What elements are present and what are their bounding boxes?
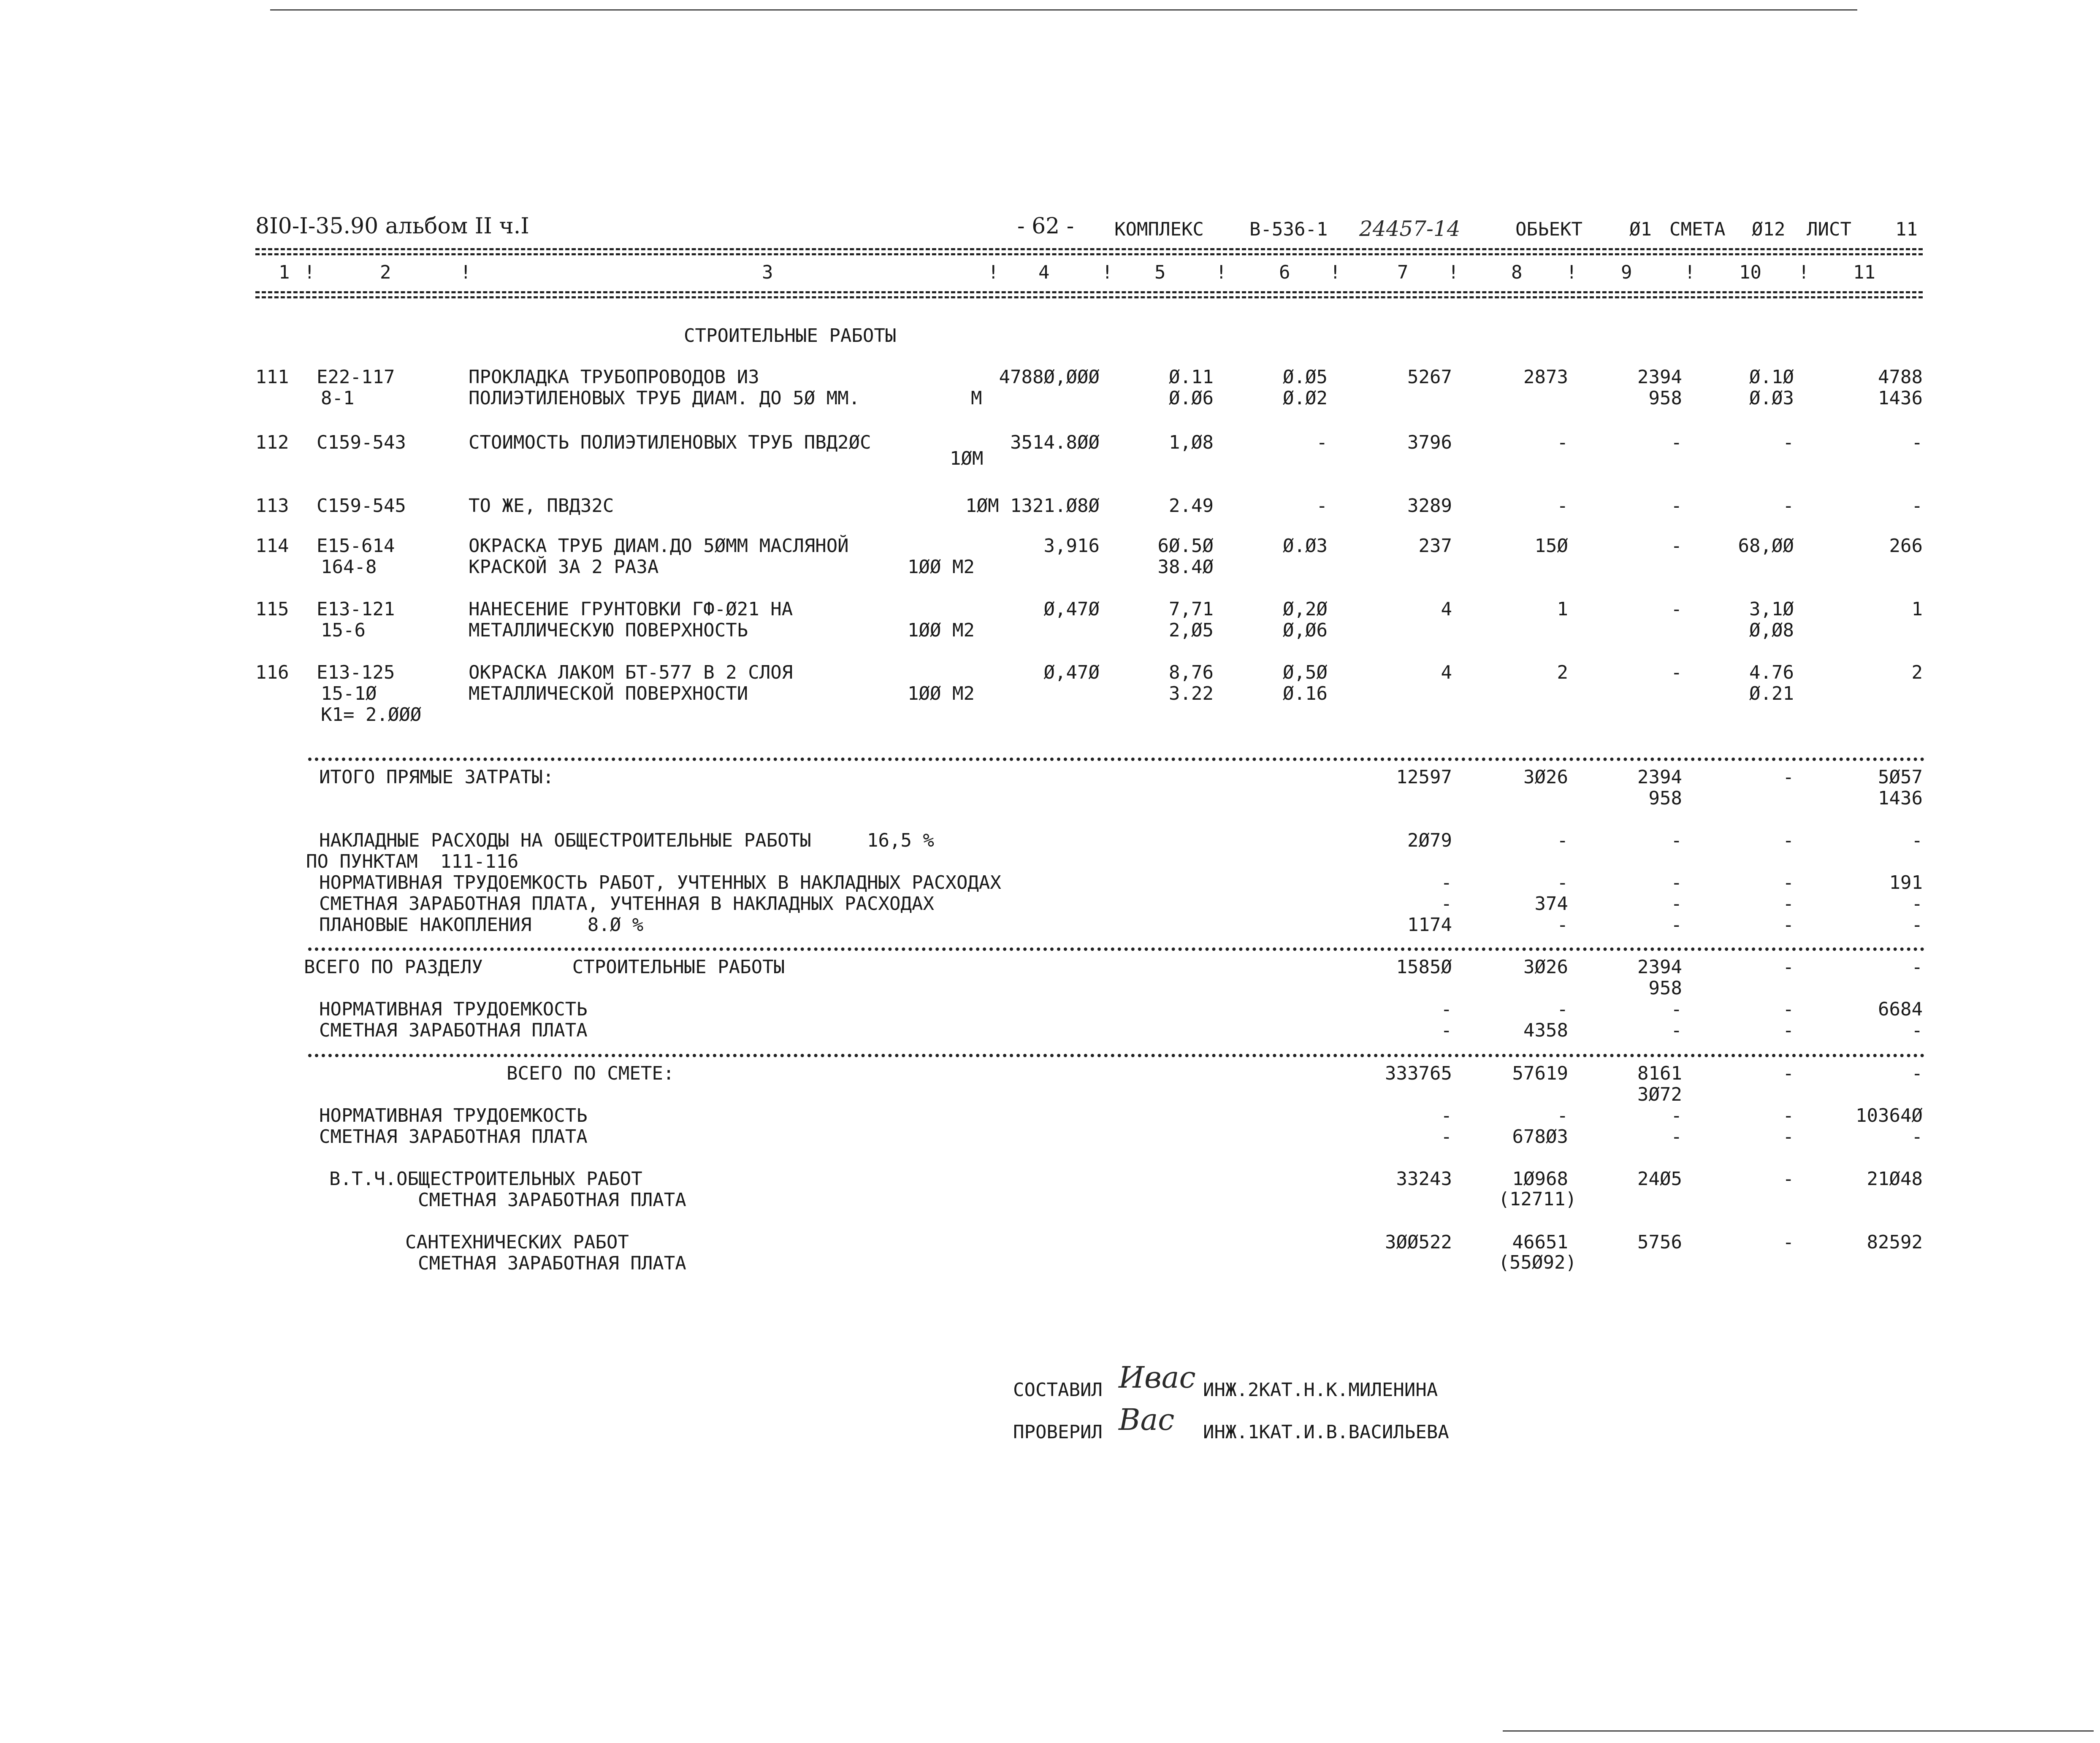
column-number: 9 bbox=[1621, 262, 1632, 283]
summary-col9: 2394 bbox=[1637, 766, 1682, 788]
summary-col7: - bbox=[1441, 1020, 1452, 1041]
summary-label: СМЕТНАЯ ЗАРАБОТНАЯ ПЛАТА bbox=[319, 1020, 588, 1041]
header-rule bbox=[255, 248, 1923, 250]
complex-label: КОМПЛЕКС bbox=[1114, 219, 1204, 240]
summary-col11: - bbox=[1911, 1126, 1923, 1148]
row-col8: 1 bbox=[1557, 598, 1568, 620]
summary-col8: (12711) bbox=[1498, 1188, 1577, 1210]
summary-col7: 33243 bbox=[1396, 1168, 1452, 1190]
summary-col11: 82592 bbox=[1867, 1231, 1923, 1253]
column-separator: ! bbox=[1684, 262, 1696, 283]
row-unit: М bbox=[971, 387, 982, 409]
row-description: ПОЛИЭТИЛЕНОВЫХ ТРУБ ДИАМ. ДО 5Ø ММ. bbox=[469, 387, 860, 409]
summary-col11: 6684 bbox=[1878, 999, 1923, 1020]
summary-label: СМЕТНАЯ ЗАРАБОТНАЯ ПЛАТА, УЧТЕННАЯ В НАКЛАДНЫХ РАСХОДАХ bbox=[319, 893, 934, 915]
row-number: 111 bbox=[255, 366, 289, 388]
row-number: 112 bbox=[255, 432, 289, 453]
summary-col10: - bbox=[1783, 872, 1794, 893]
summary-col10: - bbox=[1783, 1020, 1794, 1041]
row-code: К1= 2.ØØØ bbox=[321, 704, 422, 725]
row-col11: 1436 bbox=[1878, 387, 1923, 409]
row-col10: Ø.Ø3 bbox=[1749, 387, 1794, 409]
row-quantity: Ø,47Ø bbox=[1043, 598, 1100, 620]
column-separator: ! bbox=[1566, 262, 1577, 283]
row-col11: - bbox=[1911, 432, 1923, 453]
summary-col9: 24Ø5 bbox=[1637, 1168, 1682, 1190]
row-col8: 2873 bbox=[1523, 366, 1568, 388]
summary-label: ПЛАНОВЫЕ НАКОПЛЕНИЯ 8.Ø % bbox=[319, 914, 644, 936]
summary-col10: - bbox=[1783, 1105, 1794, 1126]
row-description: МЕТАЛЛИЧЕСКУЮ ПОВЕРХНОСТЬ bbox=[469, 620, 748, 641]
row-col9: 958 bbox=[1648, 387, 1682, 409]
signature-title: ИНЖ.1КАТ.И.В.ВАСИЛЬЕВА bbox=[1203, 1421, 1449, 1443]
list-label: ЛИСТ bbox=[1807, 219, 1851, 240]
column-number: 2 bbox=[380, 262, 391, 283]
summary-col11: 21Ø48 bbox=[1867, 1168, 1923, 1190]
summary-col10: - bbox=[1783, 893, 1794, 915]
row-quantity: 4788Ø,ØØØ bbox=[999, 366, 1100, 388]
signature-title: ИНЖ.2КАТ.Н.К.МИЛЕНИНА bbox=[1203, 1379, 1438, 1401]
summary-col10: - bbox=[1783, 766, 1794, 788]
handwritten-signature: Вас bbox=[1119, 1402, 1175, 1437]
column-rule-2 bbox=[255, 296, 1923, 298]
summary-col10: - bbox=[1783, 1168, 1794, 1190]
row-code: 164-8 bbox=[321, 556, 377, 578]
summary-col9: - bbox=[1671, 914, 1682, 936]
row-number: 114 bbox=[255, 535, 289, 557]
row-code: 15-6 bbox=[321, 620, 366, 641]
scan-edge-top bbox=[270, 9, 1857, 11]
signature-role: ПРОВЕРИЛ bbox=[1013, 1421, 1103, 1443]
smeta-number: Ø12 bbox=[1752, 219, 1786, 240]
row-col6: Ø,2Ø bbox=[1283, 598, 1328, 620]
row-description: МЕТАЛЛИЧЕСКОЙ ПОВЕРХНОСТИ bbox=[469, 683, 748, 704]
summary-col9: 2394 bbox=[1637, 956, 1682, 978]
row-unit: 1ØМ bbox=[950, 448, 984, 469]
summary-col8: 3Ø26 bbox=[1523, 956, 1568, 978]
summary-col10: - bbox=[1783, 956, 1794, 978]
row-col8: - bbox=[1557, 432, 1568, 453]
summary-col8: 374 bbox=[1534, 893, 1568, 915]
summary-col7: 1174 bbox=[1407, 914, 1452, 936]
row-code: 8-1 bbox=[321, 387, 355, 409]
dotted-rule-3 bbox=[308, 1054, 1925, 1057]
row-col9: - bbox=[1671, 495, 1682, 517]
summary-col9: 3Ø72 bbox=[1637, 1084, 1682, 1105]
row-col9: - bbox=[1671, 535, 1682, 557]
row-col5: 7,71 bbox=[1169, 598, 1214, 620]
summary-label: НАКЛАДНЫЕ РАСХОДЫ НА ОБЩЕСТРОИТЕЛЬНЫЕ РАБОТЫ 16,5 % bbox=[319, 830, 934, 851]
dotted-rule-2 bbox=[308, 947, 1925, 951]
summary-col8: 678Ø3 bbox=[1512, 1126, 1568, 1148]
row-quantity: Ø,47Ø bbox=[1043, 662, 1100, 683]
row-col5: 1,Ø8 bbox=[1169, 432, 1214, 453]
column-number: 1 bbox=[279, 262, 290, 283]
row-col5: 2.49 bbox=[1169, 495, 1214, 517]
column-separator: ! bbox=[1798, 262, 1810, 283]
column-separator: ! bbox=[988, 262, 999, 283]
summary-col9: - bbox=[1671, 1105, 1682, 1126]
row-col5: Ø.11 bbox=[1169, 366, 1214, 388]
album-code: 8I0-I-35.90 альбом II ч.I bbox=[255, 214, 529, 239]
row-description: НАНЕСЕНИЕ ГРУНТОВКИ ГФ-Ø21 НА bbox=[469, 598, 793, 620]
summary-col7: 12597 bbox=[1396, 766, 1452, 788]
row-number: 113 bbox=[255, 495, 289, 517]
row-col9: - bbox=[1671, 432, 1682, 453]
row-col9: - bbox=[1671, 598, 1682, 620]
summary-label: СМЕТНАЯ ЗАРАБОТНАЯ ПЛАТА bbox=[418, 1253, 686, 1274]
row-col11: - bbox=[1911, 495, 1923, 517]
row-col6: Ø.16 bbox=[1283, 683, 1328, 704]
row-unit: 1ØØ М2 bbox=[908, 620, 975, 641]
row-col11: 1 bbox=[1911, 598, 1923, 620]
row-col6: Ø,Ø6 bbox=[1283, 620, 1328, 641]
summary-label: В.Т.Ч.ОБЩЕСТРОИТЕЛЬНЫХ РАБОТ bbox=[329, 1168, 642, 1190]
column-separator: ! bbox=[1330, 262, 1341, 283]
summary-col8: 3Ø26 bbox=[1523, 766, 1568, 788]
row-col10: - bbox=[1783, 495, 1794, 517]
row-code: Е13-125 bbox=[317, 662, 395, 683]
summary-col11: - bbox=[1911, 1063, 1923, 1084]
summary-col8: - bbox=[1557, 999, 1568, 1020]
summary-label: САНТЕХНИЧЕСКИХ РАБОТ bbox=[405, 1231, 629, 1253]
summary-col8: - bbox=[1557, 914, 1568, 936]
summary-col11: - bbox=[1911, 1020, 1923, 1041]
row-col10: Ø.21 bbox=[1749, 683, 1794, 704]
summary-col11: 5Ø57 bbox=[1878, 766, 1923, 788]
summary-col11: 191 bbox=[1889, 872, 1923, 893]
row-col5: Ø.Ø6 bbox=[1169, 387, 1214, 409]
summary-col7: - bbox=[1441, 1105, 1452, 1126]
summary-col8: 46651 bbox=[1512, 1231, 1568, 1253]
row-col5: 6Ø.5Ø bbox=[1157, 535, 1214, 557]
summary-col9: 958 bbox=[1648, 788, 1682, 809]
row-col11: 266 bbox=[1889, 535, 1923, 557]
summary-col10: - bbox=[1783, 1126, 1794, 1148]
row-col10: 3,1Ø bbox=[1749, 598, 1794, 620]
summary-col7: - bbox=[1441, 872, 1452, 893]
summary-col11: - bbox=[1911, 830, 1923, 851]
complex-code: В-536-1 bbox=[1249, 219, 1328, 240]
row-code: С159-543 bbox=[317, 432, 406, 453]
row-number: 115 bbox=[255, 598, 289, 620]
smeta-label: СМЕТА bbox=[1669, 219, 1726, 240]
handwritten-signature: Ивас bbox=[1119, 1360, 1196, 1395]
summary-col10: - bbox=[1783, 830, 1794, 851]
summary-col9: - bbox=[1671, 1126, 1682, 1148]
summary-col9: - bbox=[1671, 872, 1682, 893]
page-number: - 62 - bbox=[1017, 214, 1074, 239]
row-col11: 4788 bbox=[1878, 366, 1923, 388]
summary-col9: - bbox=[1671, 1020, 1682, 1041]
row-col10: 4.76 bbox=[1749, 662, 1794, 683]
summary-col8: 4358 bbox=[1523, 1020, 1568, 1041]
row-col5: 8,76 bbox=[1169, 662, 1214, 683]
row-description: ОКРАСКА ЛАКОМ БТ-577 В 2 СЛОЯ bbox=[469, 662, 793, 683]
row-col8: - bbox=[1557, 495, 1568, 517]
row-number: 116 bbox=[255, 662, 289, 683]
summary-col11: - bbox=[1911, 956, 1923, 978]
row-quantity: 1ØМ 1321.Ø8Ø bbox=[965, 495, 1100, 517]
summary-label: СМЕТНАЯ ЗАРАБОТНАЯ ПЛАТА bbox=[418, 1189, 686, 1211]
summary-label: ВСЕГО ПО СМЕТЕ: bbox=[507, 1063, 675, 1084]
summary-col9: 958 bbox=[1648, 977, 1682, 999]
dotted-rule-1 bbox=[308, 758, 1925, 761]
row-col11: 2 bbox=[1911, 662, 1923, 683]
summary-col9: - bbox=[1671, 999, 1682, 1020]
row-col6: Ø.Ø2 bbox=[1283, 387, 1328, 409]
summary-col8: 1Ø968 bbox=[1512, 1168, 1568, 1190]
summary-col8: (55Ø92) bbox=[1498, 1252, 1577, 1273]
summary-label: НОРМАТИВНАЯ ТРУДОЕМКОСТЬ РАБОТ, УЧТЕННЫХ В НАКЛАДНЫХ РАСХОДАХ bbox=[319, 872, 1001, 893]
summary-label: НОРМАТИВНАЯ ТРУДОЕМКОСТЬ bbox=[319, 999, 588, 1020]
summary-col9: 5756 bbox=[1637, 1231, 1682, 1253]
summary-col9: 8161 bbox=[1637, 1063, 1682, 1084]
summary-col10: - bbox=[1783, 1063, 1794, 1084]
summary-col7: - bbox=[1441, 893, 1452, 915]
summary-col11: 10364Ø bbox=[1856, 1105, 1923, 1126]
row-code: 15-1Ø bbox=[321, 683, 377, 704]
summary-col7: - bbox=[1441, 999, 1452, 1020]
row-col5: 2,Ø5 bbox=[1169, 620, 1214, 641]
row-col7: 3289 bbox=[1407, 495, 1452, 517]
row-quantity: 3,916 bbox=[1043, 535, 1100, 557]
summary-col7: 2Ø79 bbox=[1407, 830, 1452, 851]
section-title: СТРОИТЕЛЬНЫЕ РАБОТЫ bbox=[684, 325, 897, 346]
row-col7: 3796 bbox=[1407, 432, 1452, 453]
row-col10: 68,ØØ bbox=[1738, 535, 1794, 557]
column-separator: ! bbox=[1102, 262, 1113, 283]
summary-col7: 333765 bbox=[1385, 1063, 1452, 1084]
summary-col9: - bbox=[1671, 893, 1682, 915]
column-separator: ! bbox=[304, 262, 315, 283]
row-col10: - bbox=[1783, 432, 1794, 453]
complex-handwritten-number: 24457-14 bbox=[1359, 217, 1461, 241]
row-col7: 5267 bbox=[1407, 366, 1452, 388]
summary-label: НОРМАТИВНАЯ ТРУДОЕМКОСТЬ bbox=[319, 1105, 588, 1126]
row-col6: - bbox=[1316, 432, 1328, 453]
row-col5: 38.4Ø bbox=[1157, 556, 1214, 578]
summary-col8: 57619 bbox=[1512, 1063, 1568, 1084]
column-rule bbox=[255, 291, 1923, 293]
row-code: Е22-117 bbox=[317, 366, 395, 388]
row-code: Е15-614 bbox=[317, 535, 395, 557]
row-code: С159-545 bbox=[317, 495, 406, 517]
summary-label: ПО ПУНКТАМ 111-116 bbox=[306, 851, 519, 872]
summary-col9: - bbox=[1671, 830, 1682, 851]
row-col6: Ø.Ø3 bbox=[1283, 535, 1328, 557]
summary-col11: - bbox=[1911, 893, 1923, 915]
summary-col11: - bbox=[1911, 914, 1923, 936]
summary-col8: - bbox=[1557, 830, 1568, 851]
row-col7: 4 bbox=[1441, 662, 1452, 683]
summary-label: ИТОГО ПРЯМЫЕ ЗАТРАТЫ: bbox=[319, 766, 554, 788]
summary-col7: - bbox=[1441, 1126, 1452, 1148]
row-col7: 4 bbox=[1441, 598, 1452, 620]
row-col6: Ø,5Ø bbox=[1283, 662, 1328, 683]
row-description: ПРОКЛАДКА ТРУБОПРОВОДОВ ИЗ bbox=[469, 366, 759, 388]
object-label: ОБЬЕКТ bbox=[1515, 219, 1582, 240]
summary-col10: - bbox=[1783, 999, 1794, 1020]
summary-label: ВСЕГО ПО РАЗДЕЛУ СТРОИТЕЛЬНЫЕ РАБОТЫ bbox=[304, 956, 785, 978]
column-number: 11 bbox=[1853, 262, 1875, 283]
column-number: 4 bbox=[1038, 262, 1050, 283]
row-description: КРАСКОЙ ЗА 2 РАЗА bbox=[469, 556, 659, 578]
column-number: 8 bbox=[1511, 262, 1523, 283]
summary-col11: 1436 bbox=[1878, 788, 1923, 809]
row-col10: Ø,Ø8 bbox=[1749, 620, 1794, 641]
summary-col8: - bbox=[1557, 872, 1568, 893]
row-col6: - bbox=[1316, 495, 1328, 517]
column-separator: ! bbox=[1448, 262, 1459, 283]
row-description: ТО ЖЕ, ПВД32С bbox=[469, 495, 614, 517]
row-col10: Ø.1Ø bbox=[1749, 366, 1794, 388]
row-col6: Ø.Ø5 bbox=[1283, 366, 1328, 388]
column-number: 5 bbox=[1154, 262, 1166, 283]
object-number: Ø1 bbox=[1629, 219, 1652, 240]
column-separator: ! bbox=[460, 262, 471, 283]
header-rule-2 bbox=[255, 253, 1923, 255]
row-col8: 2 bbox=[1557, 662, 1568, 683]
column-number: 7 bbox=[1397, 262, 1409, 283]
summary-col7: 3ØØ522 bbox=[1385, 1231, 1452, 1253]
row-unit: 1ØØ М2 bbox=[908, 556, 975, 578]
row-col8: 15Ø bbox=[1534, 535, 1568, 557]
summary-label: СМЕТНАЯ ЗАРАБОТНАЯ ПЛАТА bbox=[319, 1126, 588, 1148]
summary-col10: - bbox=[1783, 914, 1794, 936]
summary-col7: 1585Ø bbox=[1396, 956, 1452, 978]
row-col5: 3.22 bbox=[1169, 683, 1214, 704]
list-number: 11 bbox=[1895, 219, 1918, 240]
row-col9: 2394 bbox=[1637, 366, 1682, 388]
signature-role: СОСТАВИЛ bbox=[1013, 1379, 1103, 1401]
column-number: 10 bbox=[1739, 262, 1761, 283]
row-quantity: 3514.8ØØ bbox=[1010, 432, 1100, 453]
column-number: 6 bbox=[1279, 262, 1290, 283]
row-code: Е13-121 bbox=[317, 598, 395, 620]
summary-col8: - bbox=[1557, 1105, 1568, 1126]
summary-col10: - bbox=[1783, 1231, 1794, 1253]
row-description: СТОИМОСТЬ ПОЛИЭТИЛЕНОВЫХ ТРУБ ПВД2ØС bbox=[469, 432, 871, 453]
row-unit: 1ØØ М2 bbox=[908, 683, 975, 704]
row-col9: - bbox=[1671, 662, 1682, 683]
row-description: ОКРАСКА ТРУБ ДИАМ.ДО 5ØММ МАСЛЯНОЙ bbox=[469, 535, 849, 557]
scan-edge-bottom bbox=[1503, 1730, 2094, 1732]
row-col7: 237 bbox=[1418, 535, 1452, 557]
column-number: 3 bbox=[762, 262, 773, 283]
column-separator: ! bbox=[1216, 262, 1227, 283]
